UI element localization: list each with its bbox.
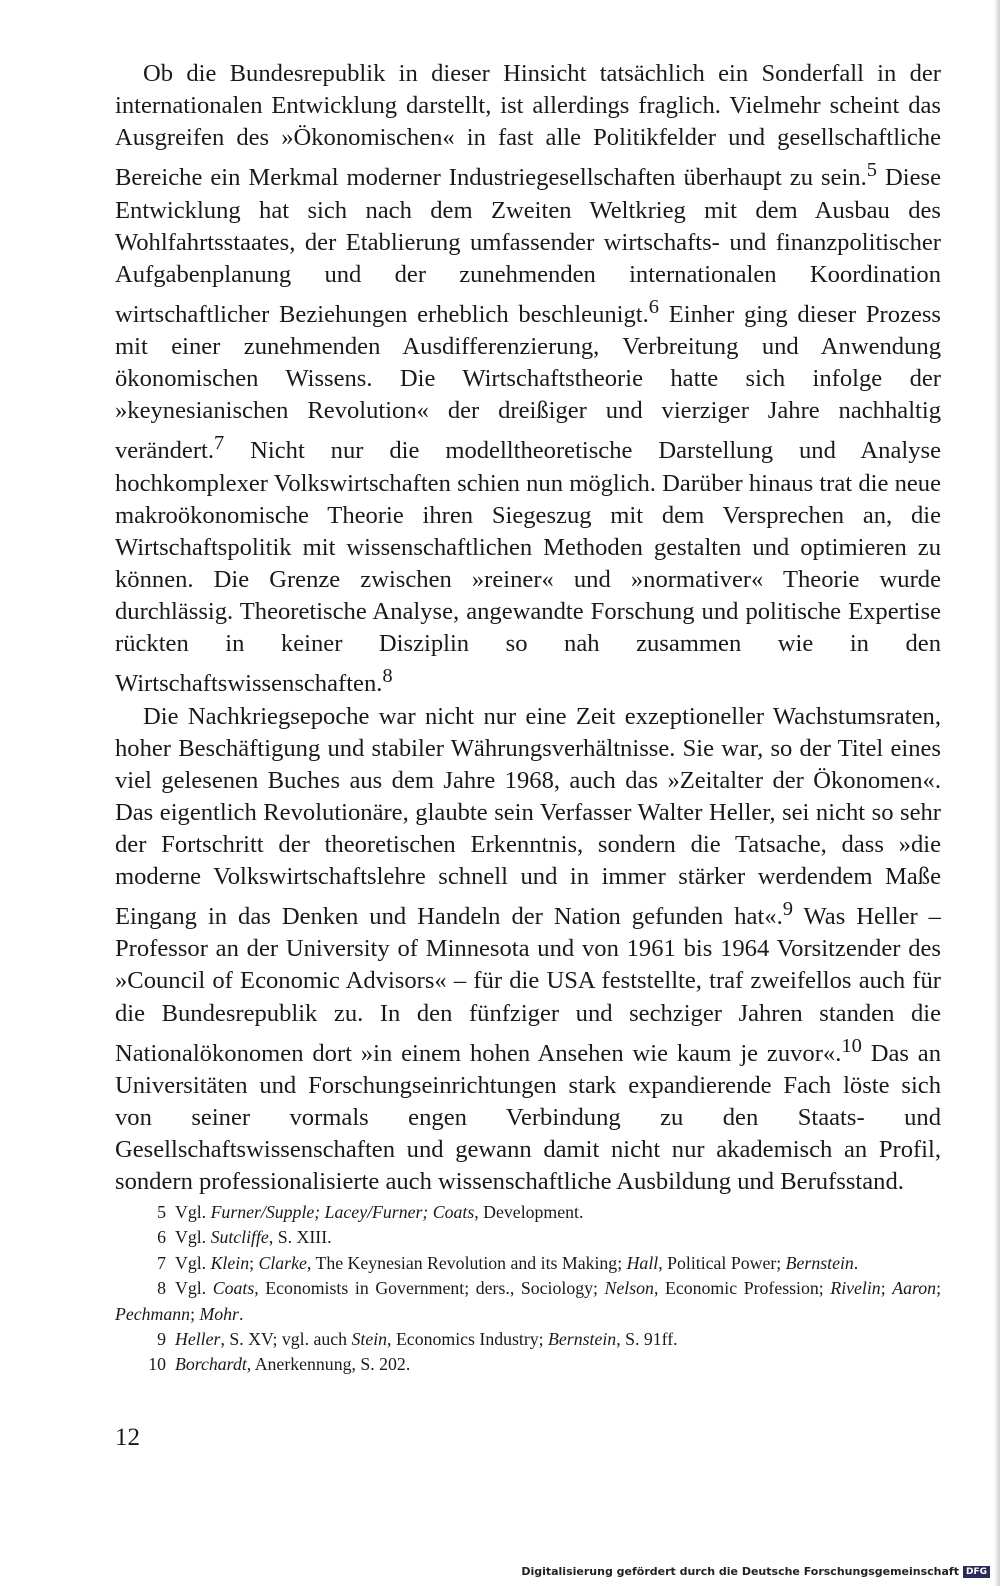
author-names: Klein [210,1252,250,1273]
footnote-ref-7[interactable]: 7 [214,432,225,455]
author-names: Pechmann [115,1303,191,1324]
text-run: , Anerkennung, S. 202. [246,1354,411,1375]
author-names: Mohr [199,1303,239,1324]
text-run: ; [190,1303,200,1324]
dfg-logo: DFG [963,1566,990,1578]
credit-text: Digitalisierung gefördert durch die Deutsche Forschungsgemeinschaft [521,1565,959,1578]
text-run: Nicht nur die modelltheoretische Darstellung und Analyse hochkomplexer Volkswirtschaften schien nun möglich. Darüber hinaus trat die neue makroökonomische Theorie ihren Siegeszug mit dem Versprechen an, die Wirtschaftspolitik mit wissenschaftlichen Methoden gestalten und optimieren zu können. Die Grenze zwischen »reiner« und »normativer« Theorie wurde durchlässig. Theoretische Analyse, angewandte Forschung und politische Expertise rückten in keiner Disziplin so nah zusammen wie in den Wirtschaftswissenschaften. [115,437,941,698]
author-names: Furner/Supple; Lacey/Furner; Coats [210,1202,475,1222]
text-run: . [853,1252,859,1273]
text-run: , S. XIII. [268,1227,332,1248]
text-run: ; [880,1278,893,1299]
page-edge-shadow [994,0,1000,1586]
footnote-ref-8[interactable]: 8 [382,665,393,688]
text-run: , Economists in Government; ders., Sociology; [254,1278,605,1299]
author-names: Bernstein [785,1252,854,1273]
footnote-number: 10 [148,1354,166,1375]
footnotes [115,1200,941,1378]
text-run: ; [936,1278,942,1299]
text-run: , S. XV; vgl. auch [220,1329,352,1350]
footnote-7 [115,1251,941,1276]
footnote-number: 9 [157,1329,166,1350]
author-names: Clarke [258,1252,307,1273]
text-run: , Economic Profession; [653,1278,831,1299]
footnote-8 [115,1276,941,1327]
author-names: Rivelin [830,1278,881,1299]
page-number: 12 [115,1424,140,1451]
text-run: , The Keynesian Revolution and its Making; [306,1252,627,1273]
footnote-ref-9[interactable]: 9 [782,898,793,921]
digitization-credit [521,1565,990,1578]
text-run: Was Heller – Professor an der University of Minnesota und von 1961 bis 1964 Vorsitzender des »Council of Economic Advisors« – für die USA feststellte, traf zweifellos auch für die Bundesrepublik zu. In den fünfziger und sechziger Jahren standen die Nationalökonomen dort »in einem hohen Ansehen wie kaum je zuvor«. [115,903,941,1067]
footnote-number: 7 [157,1252,166,1273]
author-names: Nelson [604,1278,654,1299]
text-run: , S. 91ff. [616,1329,678,1350]
author-names: Sutcliffe [210,1227,269,1248]
text-run: Diese Entwicklung hat sich nach dem Zweiten Weltkrieg mit dem Ausbau des Wohlfahrtsstaates, der Etablierung umfassender wirtschafts- und finanzpolitischer Aufgabenplanung und der zunehmenden internationalen Koordination wirtschaftlicher Beziehungen erheblich beschleunigt. [115,164,941,329]
paragraph-2 [115,701,941,1199]
author-names: Aaron [892,1278,937,1299]
text-run: Die Nachkriegsepoche war nicht nur eine Zeit exzeptioneller Wachstumsraten, hoher Beschäftigung und stabiler Währungsverhältnisse. Sie war, so der Titel eines viel gelesenen Buches aus dem Jahre 1968, auch das »Zeitalter der Ökonomen«. Das eigentlich Revolutionäre, glaubte sein Verfasser Walter Heller, sei nicht so sehr der Fortschritt der theoretischen Erkenntnis, sondern die Tatsache, dass »die moderne Volkswirtschaftslehre schnell und in immer stärker werdendem Maße Eingang in das Denken und Handeln der Nation gefunden hat«. [115,702,941,931]
text-run: Vgl. [175,1278,213,1299]
footnote-9 [115,1327,941,1352]
footnote-number: 6 [157,1227,166,1248]
author-names: Heller [175,1329,221,1350]
text-run: , Economics Industry; [387,1329,549,1350]
footnote-ref-10[interactable]: 10 [841,1034,862,1057]
footnote-6 [115,1225,941,1250]
author-names: Bernstein [548,1329,617,1350]
footnote-10 [115,1352,941,1377]
text-run: Vgl. [175,1227,211,1248]
text-run: , Political Power; [658,1252,786,1273]
paragraph-1 [115,58,941,701]
text-run: Einher ging dieser Prozess mit einer zunehmenden Ausdifferenzierung, Verbreitung und Anwendung ökonomischen Wissens. Die Wirtschaftstheorie hatte sich infolge der »keynesianischen Revolution« der dreißiger und vierziger Jahre nachhaltig verändert. [115,301,941,465]
footnote-5 [115,1200,941,1225]
text-run: , Development. [474,1202,584,1222]
text-run: Vgl. [175,1202,211,1222]
footnote-ref-5[interactable]: 5 [866,159,877,182]
footnote-number: 8 [157,1278,166,1299]
author-names: Borchardt [175,1354,247,1375]
author-names: Hall [626,1252,659,1273]
footnote-ref-6[interactable]: 6 [648,295,660,318]
text-run: Ob die Bundesrepublik in dieser Hinsicht tatsächlich ein Sonderfall in der internationalen Entwicklung darstellt, ist allerdings fraglich. Vielmehr scheint das Ausgreifen des »Ökonomischen« in fast alle Politikfelder und gesellschaftliche Bereiche ein Merkmal moderner Industriegesellschaften überhaupt zu sein. [115,60,941,192]
text-run: Das an Universitäten und Forschungseinrichtungen stark expandierende Fach löste sich von seiner vormals engen Verbindung zu den Staats- und Gesellschaftswissenschaften und gewann damit nicht nur akademisch an Profil, sondern professionalisierte auch wissenschaftliche Ausbildung und Berufsstand. [115,1039,942,1196]
text-run: . [238,1303,244,1324]
main-text [115,58,941,1198]
author-names: Coats [212,1278,255,1299]
text-run: Vgl. [175,1252,211,1273]
text-run: ; [249,1252,259,1273]
footnote-number: 5 [157,1202,166,1222]
author-names: Stein [351,1329,388,1350]
